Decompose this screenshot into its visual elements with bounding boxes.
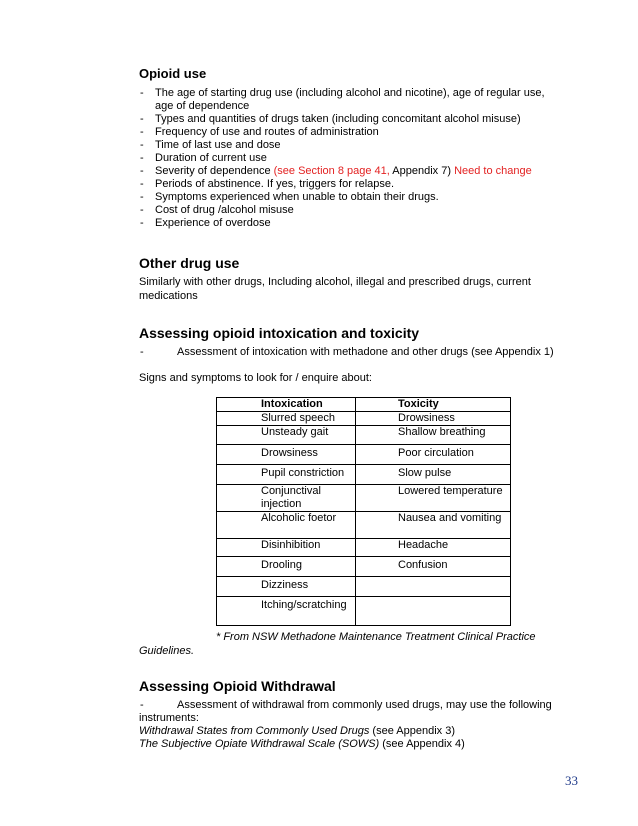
section-heading-opioid-use: Opioid use (139, 66, 207, 81)
table-row: Drowsiness Poor circulation (217, 445, 511, 465)
signs-intro-text: Signs and symptoms to look for / enquire about: (139, 372, 372, 384)
instrument-withdrawal-states: Withdrawal States from Commonly Used Drugs (see Appendix 3) (139, 725, 455, 737)
table-row: Disinhibition Headache (217, 539, 511, 557)
table-header-toxicity: Toxicity (356, 398, 511, 412)
table-footnote: * From NSW Methadone Maintenance Treatment Clinical Practice (216, 631, 536, 643)
section-reference-link: (see Section 8 page 41, (273, 165, 390, 177)
page-number: 33 (565, 773, 578, 788)
section-heading-intoxication: Assessing opioid intoxication and toxicity (139, 325, 420, 341)
table-row: Pupil constriction Slow pulse (217, 465, 511, 485)
document-page: Opioid use - The age of starting drug use (including alcohol and nicotine), age of regular use, age of dependence - Types and quantities of drugs taken (including concomitant alcohol misuse) - Frequency of use and routes of administration - Time of last use and dose - Duration of current use - Severity of dependence (see Section 8 page 41, Appendix 7) Need to change - Periods of abstinence. If yes, triggers for relapse. - Symptoms experienced when unable to obtain their drugs. - Cost of drug /alcohol misuse - Experience of overdose Other drug use Similarly with other drugs, Including alcohol, illegal and prescribed drugs, current medications Assessing opioid intoxication and toxicity - Assessment of intoxication with methadone and other drugs (see Appendix 1) Signs and symptoms to look for / enquire about: Intoxication Toxicity Slurred speech Drowsiness Unsteady gait Shallow breathing Drowsiness Poor circulation Pupil constriction Slow pulse Conjunctival injection Lowered temperature Alcoholic foetor Nausea and vomiting Disinhibition Headache Drooling Confusion Dizziness Itching/scratching * From NSW Methadone Maintenance Treatment Clinical Practice Guidelines. Assessing Opioid Withdrawal - Assessment of withdrawal from commonly used drugs, may use the following instruments: Withdrawal States from Commonly Used Drugs (see Appendix 3) The Subjective Opiate Withdrawal Scale (SOWS) (see Appendix 4) 33 (139, 66, 578, 788)
table-row: Conjunctival injection Lowered temperature (217, 485, 511, 512)
withdrawal-bullet-cont: instruments: (139, 712, 199, 724)
instrument-sows: The Subjective Opiate Withdrawal Scale (SOWS) (see Appendix 4) (139, 738, 465, 750)
table-footnote-cont: Guidelines. (139, 645, 195, 657)
section-heading-other-drug-use: Other drug use (139, 255, 240, 271)
table-row: Itching/scratching (217, 597, 511, 626)
table-row: Slurred speech Drowsiness (217, 412, 511, 426)
section-heading-withdrawal: Assessing Opioid Withdrawal (139, 678, 336, 694)
table-row: Alcoholic foetor Nausea and vomiting (217, 512, 511, 539)
table-row: Drooling Confusion (217, 557, 511, 577)
table-row: Unsteady gait Shallow breathing (217, 426, 511, 445)
table-row: Dizziness (217, 577, 511, 597)
symptoms-table (216, 397, 511, 626)
editor-note: Need to change (454, 165, 532, 177)
other-drug-use-text-cont: medications (139, 290, 198, 302)
table-header-row (217, 398, 511, 412)
other-drug-use-text: Similarly with other drugs, Including alcohol, illegal and prescribed drugs, current (139, 276, 531, 288)
table-header-intoxication: Intoxication (217, 398, 356, 412)
